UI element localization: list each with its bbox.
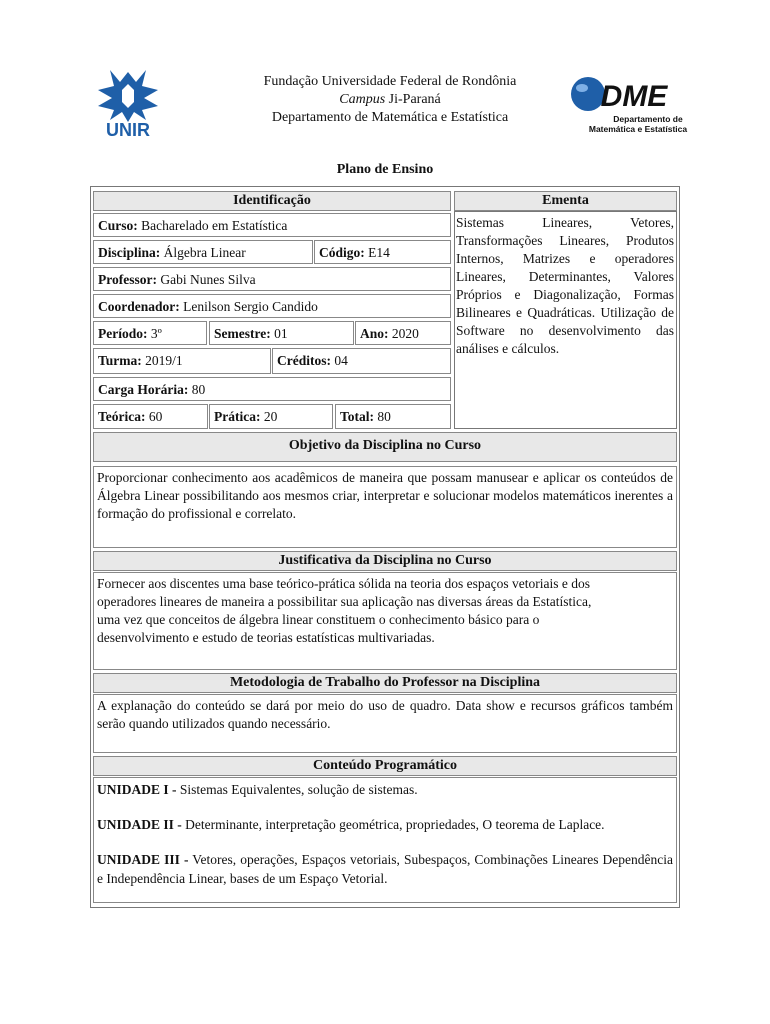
- coordenador-value: Lenilson Sergio Candido: [179, 299, 318, 314]
- ano-value: 2020: [388, 326, 419, 341]
- justificativa-heading: Justificativa da Disciplina no Curso: [93, 551, 677, 571]
- unidade-1-label: UNIDADE I -: [97, 782, 177, 797]
- unidade-2-text: Determinante, interpretação geométrica, propriedades, O teorema de Laplace.: [181, 817, 605, 832]
- teorica-cell: [93, 404, 208, 429]
- justificativa-line-3: uma vez que conceitos de álgebra linear constituem o conhecimento básico para o: [97, 612, 540, 627]
- metodologia-heading: Metodologia de Trabalho do Professor na Disciplina: [93, 673, 677, 693]
- pratica-value: 20: [260, 409, 278, 424]
- coordenador-cell: [93, 294, 451, 318]
- codigo-cell: [314, 240, 451, 264]
- carga-horaria-value: 80: [188, 382, 206, 397]
- department-name: Departamento de Matemática e Estatística: [271, 110, 509, 125]
- semestre-label: Semestre:: [214, 326, 271, 341]
- justificativa-line-1: Fornecer aos discentes uma base teórico-prática sólida na teoria dos espaços vetoriais e dos: [97, 576, 590, 591]
- carga-horaria-label: Carga Horária:: [98, 382, 189, 397]
- teorica-value: 60: [145, 409, 163, 424]
- pratica-label: Prática:: [214, 409, 261, 424]
- unidade-1-text: Sistemas Equivalentes, solução de sistemas.: [176, 782, 418, 797]
- disciplina-value: Álgebra Linear: [160, 245, 246, 260]
- objetivo-text: Proporcionar conhecimento aos acadêmicos de maneira que possam manusear e aplicar os conteúdos de Álgebra Linear possibilitando aos mesmos criar, interpretar e solucionar modelos matemáticos inerentes a formação do profissional e correlato.: [93, 466, 677, 548]
- ano-label: Ano:: [360, 326, 389, 341]
- semestre-value: 01: [270, 326, 288, 341]
- curso-value: Bacharelado em Estatística: [137, 218, 288, 233]
- professor-label: Professor:: [98, 272, 157, 287]
- curso-cell: [93, 213, 451, 237]
- creditos-label: Créditos:: [277, 353, 331, 368]
- codigo-label: Código:: [319, 245, 365, 260]
- carga-horaria-cell: [93, 377, 451, 401]
- justificativa-line-4: desenvolvimento e estudo de teorias estatísticas multivariadas.: [97, 630, 435, 645]
- disciplina-cell: [93, 240, 313, 264]
- identificacao-heading: Identificação: [93, 191, 451, 211]
- turma-label: Turma:: [98, 353, 142, 368]
- turma-value: 2019/1: [141, 353, 183, 368]
- objetivo-heading: Objetivo da Disciplina no Curso: [93, 432, 677, 462]
- dme-logo-sub1: Departamento de: [613, 114, 683, 124]
- dme-logo: [568, 72, 688, 136]
- institution-name: Fundação Universidade Federal de Rondônia: [263, 74, 517, 89]
- conteudo-heading: Conteúdo Programático: [93, 756, 677, 776]
- curso-label: Curso:: [98, 218, 138, 233]
- unidade-1: [97, 780, 673, 799]
- professor-cell: [93, 267, 451, 291]
- creditos-cell: [272, 348, 451, 374]
- professor-value: Gabi Nunes Silva: [156, 272, 256, 287]
- campus-name: Ji-Paraná: [385, 92, 441, 107]
- unir-logo: [88, 68, 168, 138]
- periodo-label: Período:: [98, 326, 148, 341]
- unidade-2: [97, 815, 673, 834]
- unidade-3-text: Vetores, operações, Espaços vetoriais, Subespaços, Combinações Lineares Dependência e Independência Linear, bases de um Espaço Vetorial.: [97, 852, 674, 886]
- creditos-value: 04: [331, 353, 348, 368]
- total-label: Total:: [340, 409, 375, 424]
- dme-logo-sub2: Matemática e Estatística: [588, 124, 688, 134]
- unidade-2-label: UNIDADE II -: [97, 817, 182, 832]
- dme-logo-text: DME: [600, 80, 668, 113]
- document-header: [0, 0, 770, 150]
- ementa-heading: Ementa: [454, 191, 677, 211]
- unidade-3: [97, 850, 673, 888]
- unidade-3-label: UNIDADE III -: [97, 852, 189, 867]
- ano-cell: [355, 321, 451, 345]
- total-value: 80: [374, 409, 391, 424]
- disciplina-label: Disciplina:: [98, 245, 161, 260]
- metodologia-text: A explanação do conteúdo se dará por meio do uso de quadro. Data show e recursos gráficos também serão quando utilizados quando necessário.: [93, 694, 677, 753]
- codigo-value: E14: [364, 245, 390, 260]
- institution-block: [200, 73, 580, 127]
- justificativa-line-2: operadores lineares de maneira a possibilitar sua aplicação nas diversas áreas da Estatística,: [97, 594, 592, 609]
- campus-word: Campus: [339, 92, 386, 107]
- conteudo-body: [93, 777, 677, 903]
- ementa-text: Sistemas Lineares, Vetores, Transformações Lineares, Produtos Internos, Matrizes e operadores Lineares, Determinantes, Valores Próprios e Diagonalização, Formas Bilineares e Quadráticas. Utilização de Software no desenvolvimento das análises e cálculos.: [456, 215, 674, 356]
- teorica-label: Teórica:: [98, 409, 146, 424]
- periodo-value: 3º: [147, 326, 162, 341]
- campus-line: [200, 91, 580, 109]
- semestre-cell: [209, 321, 354, 345]
- justificativa-body: [93, 572, 677, 670]
- periodo-cell: [93, 321, 207, 345]
- turma-cell: [93, 348, 271, 374]
- unir-logo-text: UNIR: [106, 120, 150, 138]
- total-cell: [335, 404, 451, 429]
- coordenador-label: Coordenador:: [98, 299, 180, 314]
- document-title: Plano de Ensino: [336, 162, 434, 177]
- pratica-cell: [209, 404, 333, 429]
